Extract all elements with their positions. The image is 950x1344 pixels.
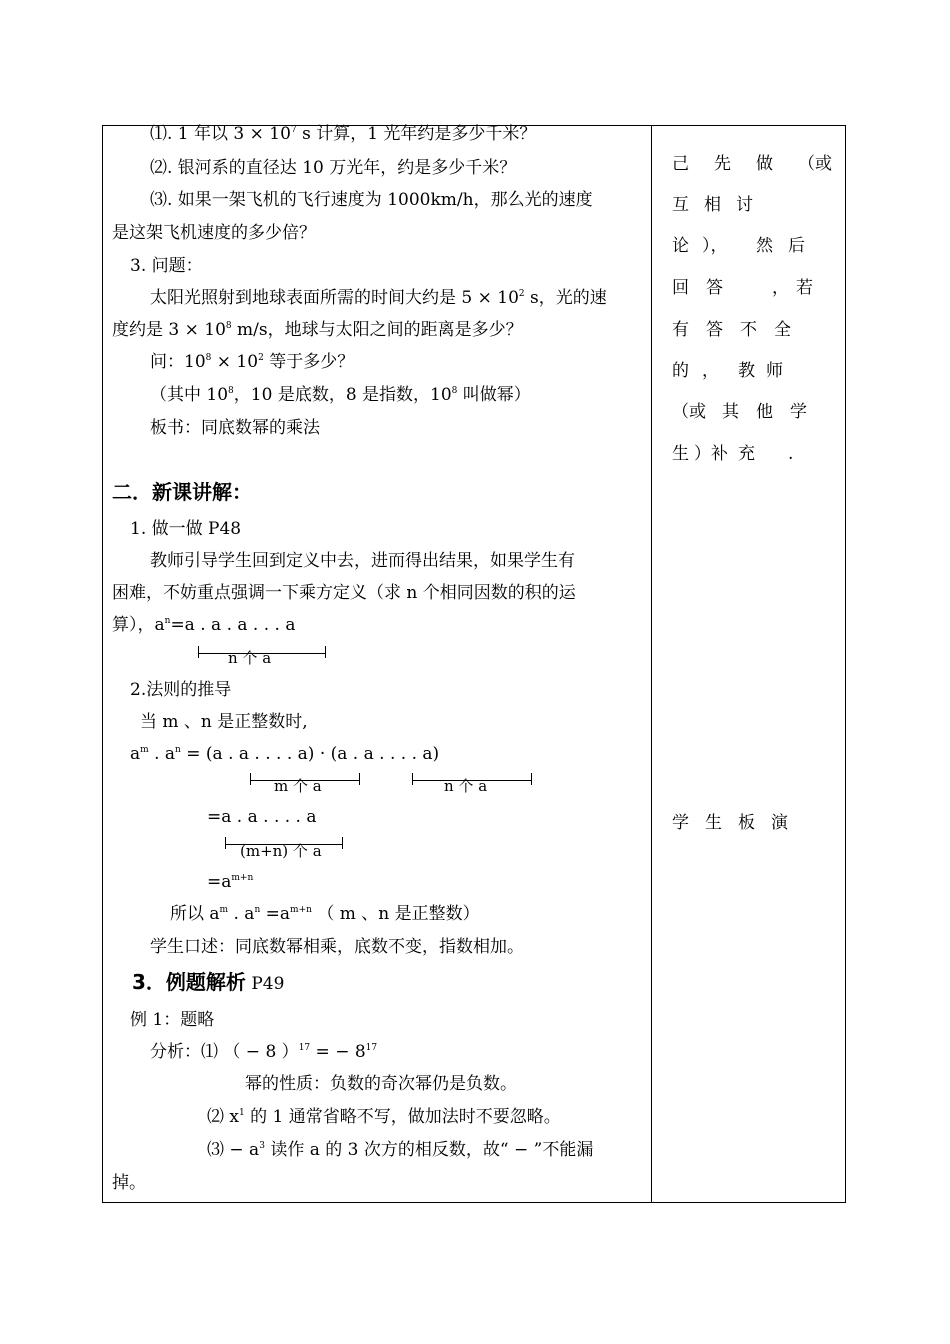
analysis-1-property: 幂的性质：负数的奇次幂仍是负数。 <box>245 1074 517 1094</box>
derivation-step3: $=a^{m+n}$ <box>207 872 254 892</box>
problem-line2: 度约是 $3 \times 10^8$ m/s，地球与太阳之间的距离是多少？ <box>112 320 523 340</box>
side-note-line-6: 的 ， 教 师 <box>672 361 783 381</box>
problem-line1: 太阳光照射到地球表面所需的时间大约是 $5 \times 10^2$ s，光的速 <box>150 288 607 308</box>
side-note-line-2: 互 相 讨 <box>672 195 753 215</box>
side-note-line-1: 己 先 做 （或 <box>672 154 832 174</box>
question-3-line1: ⑶. 如果一架飞机的飞行速度为 1000km/h，那么光的速度 <box>150 190 593 210</box>
section-heading-new-lesson: 二．新课讲解： <box>112 480 252 504</box>
condition-line: 当 m 、n 是正整数时, <box>140 712 308 732</box>
analysis-1: 分析：⑴ （ − 8 ）$^{17}$ = − $8^{17}$ <box>150 1042 378 1062</box>
mn-factor-label: (m+n) 个 a <box>240 842 322 860</box>
analysis-3-line1: ⑶ − $a^3$ 读作 a 的 3 次方的相反数，故“ − ”不能漏 <box>207 1140 594 1160</box>
example-1: 例 1：题略 <box>130 1010 215 1030</box>
step-2-heading: 2.法则的推导 <box>130 680 232 700</box>
side-note-line-3: 论 ）， 然 后 <box>672 236 805 256</box>
analysis-3-line2: 掉。 <box>112 1173 146 1193</box>
section-3-heading: 3. 问题： <box>130 256 203 276</box>
step-1-heading: 1. 做一做 P48 <box>130 519 242 539</box>
teacher-guide-line1: 教师引导学生回到定义中去，进而得出结果，如果学生有 <box>150 551 575 571</box>
derivation-formula: $a^m$ . $a^n = (a$ . a . . . . a) · (a . a . . . . a) <box>130 744 440 764</box>
side-note-line-7: （或 其 他 学 <box>672 402 807 422</box>
board-title: 板书：同底数幂的乘法 <box>150 418 320 438</box>
column-divider <box>651 125 652 1203</box>
teacher-guide-line3: 算），$a^n=a$ . a . a . . . a <box>112 615 296 635</box>
question-2: ⑵. 银河系的直径达 10 万光年，约是多少千米？ <box>150 158 517 178</box>
conclusion-line: 所以 $a^m$ . $a^n =a^{m+n}$ （ m 、n 是正整数） <box>170 904 480 924</box>
ask-line: 问：$10^8 \times 10^2$ 等于多少？ <box>150 352 355 372</box>
side-note-line-4: 回 答 ， 若 <box>672 278 813 298</box>
side-note-line-5: 有 答 不 全 <box>672 320 791 340</box>
question-3-line2: 是这架飞机速度的多少倍？ <box>112 223 316 243</box>
n-factor-label-2: n 个 a <box>444 777 488 795</box>
side-note-board-practice: 学 生 板 演 <box>672 813 788 833</box>
side-note-line-8: 生 ）补 充 . <box>672 444 794 464</box>
teacher-guide-line2: 困难，不妨重点强调一下乘方定义（求 n 个相同因数的积的运 <box>112 583 576 603</box>
note-line: （其中 $10^8$，10 是底数，8 是指数，$10^8$ 叫做幂） <box>150 385 531 405</box>
derivation-step2: =a . a . . . . a <box>207 807 317 827</box>
analysis-2: ⑵ $x^1$ 的 1 通常省略不写，做加法时不要忽略。 <box>207 1107 561 1127</box>
oral-statement: 学生口述：同底数幂相乘，底数不变，指数相加。 <box>150 937 524 957</box>
question-1: ⑴. 1 年以 $3 \times 10^7$ s 计算，1 光年约是多少千米？ <box>150 124 537 144</box>
n-factor-label: n 个 a <box>228 649 272 667</box>
m-factor-label: m 个 a <box>274 777 322 795</box>
section-heading-examples: 3．例题解析 P49 <box>132 970 285 994</box>
